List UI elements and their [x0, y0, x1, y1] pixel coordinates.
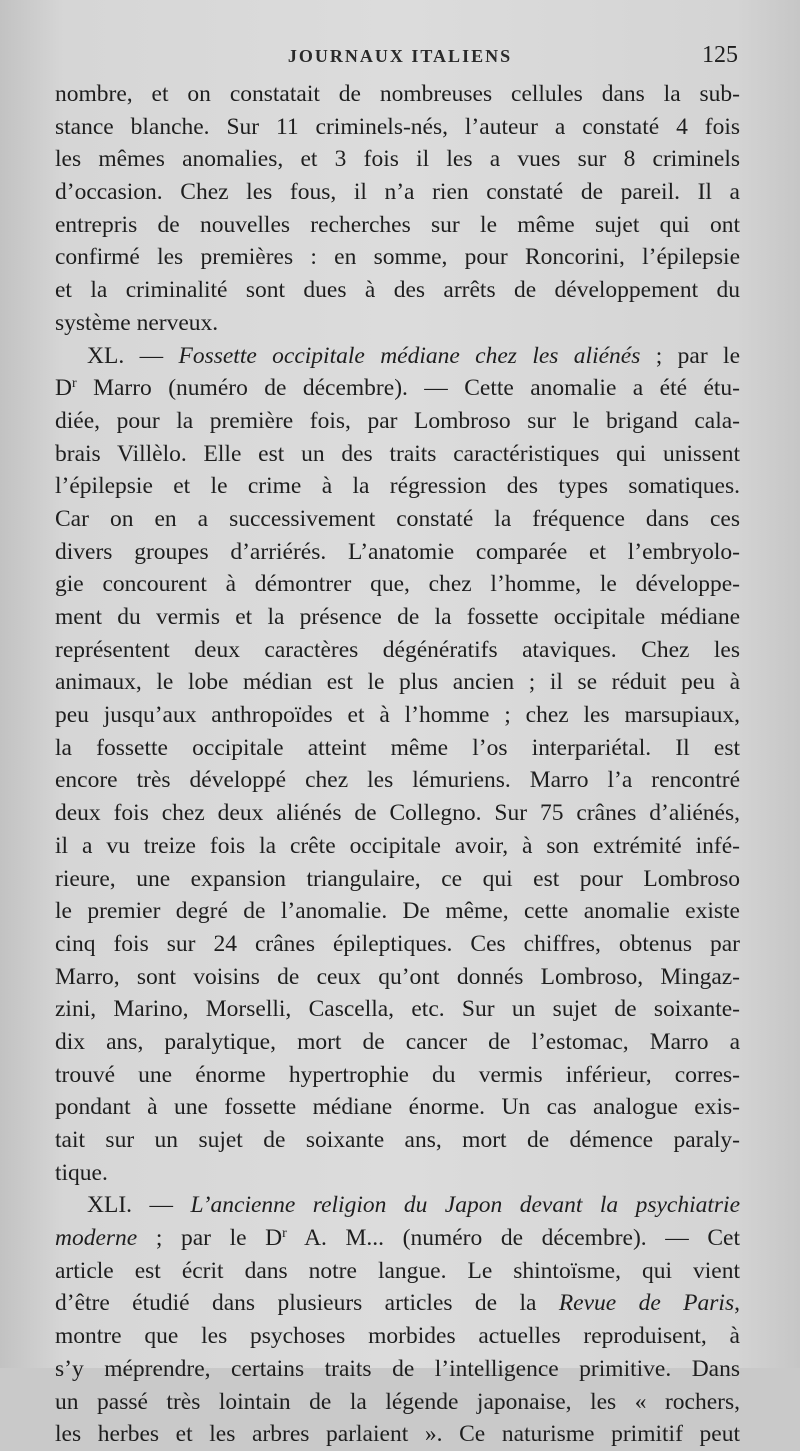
text-line: [55, 241, 740, 274]
text-span: tait sur un sujet de soixante ans, mort de démence paraly-: [55, 1127, 740, 1153]
page-header: [0, 40, 800, 80]
text-line: [55, 764, 740, 797]
text-span: animaux, le lobe médian est le plus ancien ; il se réduit peu à: [55, 669, 740, 696]
text-line: [55, 634, 740, 667]
text-span: pondant à une fossette médiane énorme. Un cas analogue exis-: [55, 1094, 740, 1121]
text-line: [55, 1418, 740, 1451]
text-line: [55, 503, 740, 536]
text-span: les herbes et les arbres parlaient ». Ce naturisme primitif peut: [55, 1421, 740, 1448]
text-line: [55, 209, 740, 242]
text-span: la fossette occipitale atteint même l’os interpariétal. Il est: [55, 734, 740, 761]
text-span: Marro, sont voisins de ceux qu’ont donnés Lombroso, Mingaz-: [55, 963, 740, 990]
text-span: Car on en a successivement constaté la fréquence dans ces: [55, 505, 740, 532]
text-span: divers groupes d’arriérés. L’anatomie comparée et l’embryolo-: [55, 538, 740, 565]
text-span: nombre, et on constatait de nombreuses cellules dans la sub-: [55, 81, 740, 107]
text-span: ment du vermis et la présence de la fossette occipitale médiane: [55, 604, 740, 630]
text-span: système nerveux.: [55, 309, 219, 336]
text-span: trouvé une énorme hypertrophie du vermis inférieur, corres-: [55, 1061, 740, 1088]
text-line: [55, 961, 740, 994]
text-line: [55, 340, 740, 373]
text-line: [55, 1287, 740, 1320]
text-span: l’épilepsie et le crime à la régression des types somatiques.: [55, 473, 740, 500]
text-line: [55, 536, 740, 569]
text-span: d’être étudié dans plusieurs articles de la: [55, 1290, 559, 1317]
text-line: [55, 568, 740, 601]
text-line: [55, 830, 740, 863]
text-span: D: [55, 375, 72, 402]
text-span: encore très développé chez les lémuriens. Marro l’a rencontré: [55, 767, 740, 794]
text-line: [55, 993, 740, 1026]
text-span: il a vu treize fois la crête occipitale avoir, à son extrémité infé-: [55, 832, 740, 859]
text-line: [55, 1124, 740, 1157]
text-line: [55, 1320, 740, 1353]
text-line: [55, 699, 740, 732]
text-line: [55, 405, 740, 438]
text-span: dix ans, paralytique, mort de cancer de l’estomac, Marro a: [55, 1028, 740, 1055]
text-span: confirmé les premières : en somme, pour Roncorini, l’épilepsie: [55, 244, 740, 271]
text-span: peu jusqu’aux anthropoïdes et à l’homme ; chez les marsupiaux,: [55, 702, 740, 729]
text-span: ,: [734, 1290, 740, 1317]
superscript: r: [71, 376, 77, 392]
text-span: et la criminalité sont dues à des arrêts de développement du: [55, 277, 740, 304]
text-line: [55, 1222, 740, 1255]
page-number: 125: [702, 42, 738, 68]
text-span: un passé très lointain de la légende japonaise, les « rochers,: [55, 1388, 740, 1415]
text-span: diée, pour la première fois, par Lombroso sur le brigand cala-: [55, 407, 740, 434]
text-span: montre que les psychoses morbides actuelles reproduisent, à: [55, 1323, 740, 1350]
text-line: [55, 438, 740, 471]
text-line: [55, 1189, 740, 1222]
text-span: s’y méprendre, certains traits de l’intelligence primitive. Dans: [55, 1355, 740, 1382]
text-span: représentent deux caractères dégénératifs ataviques. Chez les: [55, 636, 740, 663]
text-line: [55, 1255, 740, 1288]
text-line: [55, 1353, 740, 1386]
text-span: brais Villèlo. Elle est un des traits caractéristiques qui unissent: [55, 440, 740, 467]
text-span: stance blanche. Sur 11 criminels-nés, l’auteur a constaté 4 fois: [55, 113, 740, 140]
text-line: [55, 143, 740, 176]
text-span: zini, Marino, Morselli, Cascella, etc. Sur un sujet de soixante-: [55, 996, 740, 1023]
text-span: d’occasion. Chez les fous, il n’a rien constaté de pareil. Il a: [55, 179, 740, 206]
text-line: [55, 797, 740, 830]
text-span: gie concourent à démontrer que, chez l’homme, le développe-: [55, 571, 740, 598]
text-line: [55, 78, 740, 111]
text-line: [55, 666, 740, 699]
text-span: tique.: [55, 1159, 108, 1186]
text-span: ; par le D: [137, 1225, 283, 1252]
italic-text: Revue de Paris: [558, 1290, 735, 1317]
text-span: Marro (numéro de décembre). — Cette anomalie a été étu-: [76, 375, 740, 402]
text-span: entrepris de nouvelles recherches sur le même sujet qui ont: [55, 211, 740, 238]
text-line: [55, 274, 740, 307]
text-span: ; par le: [640, 342, 741, 369]
text-span: cinq fois sur 24 crânes épileptiques. Ces chiffres, obtenus par: [55, 930, 740, 957]
text-line: [55, 372, 740, 405]
italic-text: L’ancienne religion du Japon devant la psychiatrie: [190, 1192, 740, 1219]
text-line: [55, 601, 740, 634]
text-line: [55, 1059, 740, 1092]
text-span: article est écrit dans notre langue. Le shintoïsme, qui vient: [55, 1257, 740, 1284]
text-line: [55, 307, 740, 340]
text-span: A. M... (numéro de décembre). — Cet: [286, 1225, 740, 1252]
italic-text: Fossette occipitale médiane chez les aliénés: [178, 342, 641, 369]
text-line: [55, 1091, 740, 1124]
text-line: [55, 1386, 740, 1419]
text-span: les mêmes anomalies, et 3 fois il les a vues sur 8 criminels: [55, 146, 740, 173]
text-line: [55, 111, 740, 144]
text-span: XLI. —: [87, 1192, 191, 1219]
text-line: [55, 928, 740, 961]
text-span: XL. —: [87, 342, 179, 369]
text-line: [55, 895, 740, 928]
text-line: [55, 732, 740, 765]
text-line: [55, 863, 740, 896]
text-line: [55, 470, 740, 503]
italic-text: moderne: [55, 1225, 138, 1252]
running-head: JOURNAUX ITALIENS: [287, 46, 513, 66]
text-span: le premier degré de l’anomalie. De même, cette anomalie existe: [55, 898, 740, 925]
text-line: [55, 1157, 740, 1190]
text-span: rieure, une expansion triangulaire, ce qui est pour Lombroso: [55, 865, 740, 892]
superscript: r: [282, 1226, 287, 1242]
body-text: [55, 78, 740, 1451]
text-line: [55, 1026, 740, 1059]
text-line: [55, 176, 740, 209]
text-span: deux fois chez deux aliénés de Collegno. Sur 75 crânes d’aliénés,: [55, 800, 740, 827]
